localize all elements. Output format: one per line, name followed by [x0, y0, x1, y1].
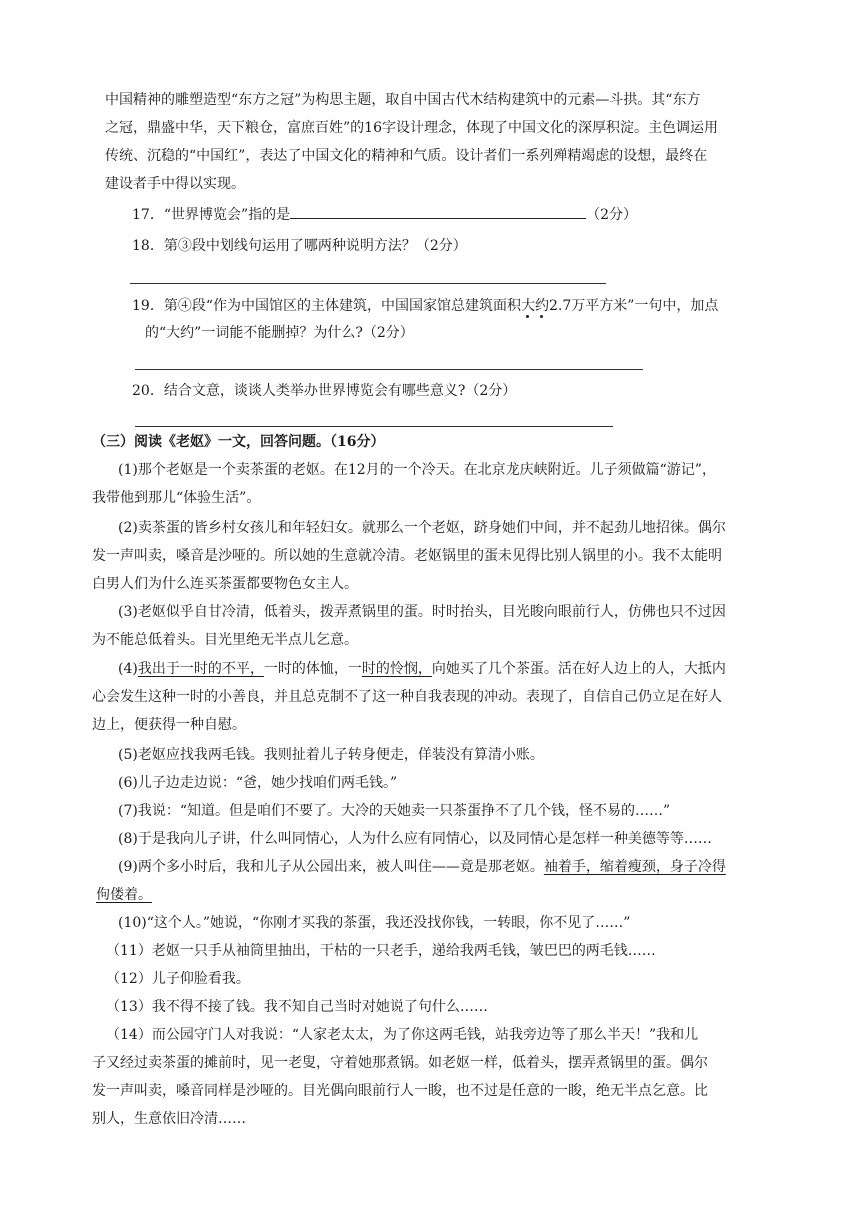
- paragraph-4-line-3: 边上，便获得一种自慰。: [92, 717, 246, 733]
- emphasis-dot-yue: 约: [534, 298, 549, 314]
- underlined-phrase-2: 时的怜悯，: [361, 661, 432, 677]
- paragraph-8: (8)于是我向儿子讲，什么叫同情心，人为什么应有同情心，以及同情心是怎样一种美德等等……: [118, 831, 712, 847]
- question-20: 20．结合文意，谈谈人类举办世界博览会有哪些意义?（2分）: [132, 383, 517, 399]
- paragraph-2-line-1: (2)卖茶蛋的皆乡村女孩儿和年轻妇女。就那么一个老妪，跻身她们中间，并不起劲儿地招徕。偶尔: [118, 520, 726, 536]
- paragraph-4-line-2: 心会发生这种一时的小善良，并且总克制不了这一种自我表现的冲动。表现了，自信自己仍立足在好人: [92, 689, 722, 705]
- paragraph-1-line-1: (1)那个老妪是一个卖茶蛋的老妪。在12月的一个冷天。在北京龙庆峡附近。儿子须做篇“游记”，: [118, 462, 716, 478]
- paragraph-9-line-2: [96, 885, 152, 905]
- paragraph-4-text-mid: 一时的体恤，一: [263, 661, 362, 677]
- answer-line-19[interactable]: [135, 369, 643, 370]
- intro-line-1: 中国精神的雕塑造型“东方之冠”为构思主题，取自中国古代木结构建筑中的元素—斗拱。其“东方: [105, 92, 701, 108]
- underlined-sentence-9-cont: 佝偻着。: [96, 887, 152, 903]
- paragraph-14-line-3: 发一声叫卖，嗓音同样是沙哑的。目光偶向眼前行人一睃，也不过是任意的一睃，绝无半点乞意。比: [92, 1083, 708, 1099]
- underlined-sentence-9: 袖着手，缩着瘦颈，身子冷得: [543, 859, 726, 875]
- paragraph-9-line-1: [118, 857, 726, 877]
- question-18: 18．第③段中划线句运用了哪两种说明方法？（2分）: [132, 238, 467, 254]
- question-19-line-2: 的“大约”一词能不能删掉？为什么?（2分）: [145, 325, 414, 341]
- paragraph-14-line-1: （14）而公园守门人对我说：“人家老太太，为了你这两毛钱，站我旁边等了那么半天！”我和儿: [106, 1027, 699, 1043]
- paragraph-3-line-1: (3)老妪似乎自甘冷清，低着头，拨弄煮锅里的蛋。时时抬头，目光睃向眼前行人，仿佛也只不过因: [118, 604, 726, 620]
- paragraph-10: (10)“这个人。”她说，“你刚才买我的茶蛋，我还没找你钱，一转眼，你不见了……”: [118, 915, 631, 931]
- paragraph-7: (7)我说：“知道。但是咱们不要了。大冷的天她卖一只茶蛋挣不了几个钱，怪不易的……”: [118, 803, 671, 819]
- paragraph-5: (5)老妪应找我两毛钱。我则扯着儿子转身便走，佯装没有算清小账。: [118, 747, 544, 763]
- paragraph-12: （12）儿子仰脸看我。: [106, 971, 250, 987]
- paragraph-11: （11）老妪一只手从袖筒里抽出，干枯的一只老手，递给我两毛钱，皱巴巴的两毛钱……: [106, 943, 656, 959]
- paragraph-13: （13）我不得不接了钱。我不知自己当时对她说了句什么……: [106, 999, 488, 1015]
- paragraph-6: (6)儿子边走边说：“爸，她少找咱们两毛钱。”: [118, 775, 398, 791]
- intro-line-4: 建设者手中得以实现。: [105, 176, 245, 192]
- question-17-text: 17．“世界博览会”指的是: [132, 207, 291, 223]
- answer-line-20[interactable]: [135, 426, 613, 427]
- answer-line-18[interactable]: [130, 283, 606, 284]
- paragraph-4-number: (4): [118, 661, 138, 677]
- paragraph-2-line-2: 发一声叫卖，嗓音是沙哑的。所以她的生意就冷清。老妪锅里的蛋未见得比别人锅里的小。我不太能明: [92, 548, 722, 564]
- underlined-phrase-1: 我出于一时的不平，: [137, 661, 264, 677]
- paragraph-9-text: (9)两个多小时后，我和儿子从公园出来，被人叫住——竟是那老妪。: [118, 859, 544, 875]
- section-3-title: （三）阅读《老妪》一文，回答问题。（16分）: [92, 434, 385, 450]
- paragraph-14-line-2: 子又经过卖茶蛋的摊前时，见一老叟，守着她那煮锅。如老妪一样，低着头，摆弄煮锅里的蛋。偶尔: [92, 1055, 708, 1071]
- question-17-score: （2分）: [586, 207, 638, 223]
- question-19-text-cont: 2.7万平方米”一句中，加点: [548, 298, 719, 314]
- paragraph-4-text-post: 向她买了几个茶蛋。活在好人边上的人，大抵内: [431, 661, 726, 677]
- answer-blank-17[interactable]: [290, 204, 586, 219]
- intro-line-2: 之冠，鼎盛中华，天下粮仓，富庶百姓”的16字设计理念，体现了中国文化的深厚积淀。主色调运用: [105, 120, 718, 136]
- question-19-text: 19．第④段“作为中国馆区的主体建筑，中国国家馆总建筑面积: [132, 298, 521, 314]
- paragraph-2-line-3: 白男人们为什么连买茶蛋都要物色女主人。: [92, 576, 358, 592]
- paragraph-1-line-2: 我带他到那儿“体验生活”。: [92, 490, 261, 506]
- paragraph-3-line-2: 为不能总低着头。目光里绝无半点儿乞意。: [92, 632, 358, 648]
- intro-line-3: 传统、沉稳的“中国红”，表达了中国文化的精神和气质。设计者们一系列殚精竭虑的设想，最终在: [105, 148, 708, 164]
- paragraph-14-line-4: 别人，生意依旧冷清……: [92, 1111, 246, 1127]
- paragraph-4-line-1: [118, 659, 726, 679]
- question-17: [132, 204, 637, 225]
- question-19-line-1: [132, 296, 718, 316]
- emphasis-dot-da: 大: [520, 298, 535, 314]
